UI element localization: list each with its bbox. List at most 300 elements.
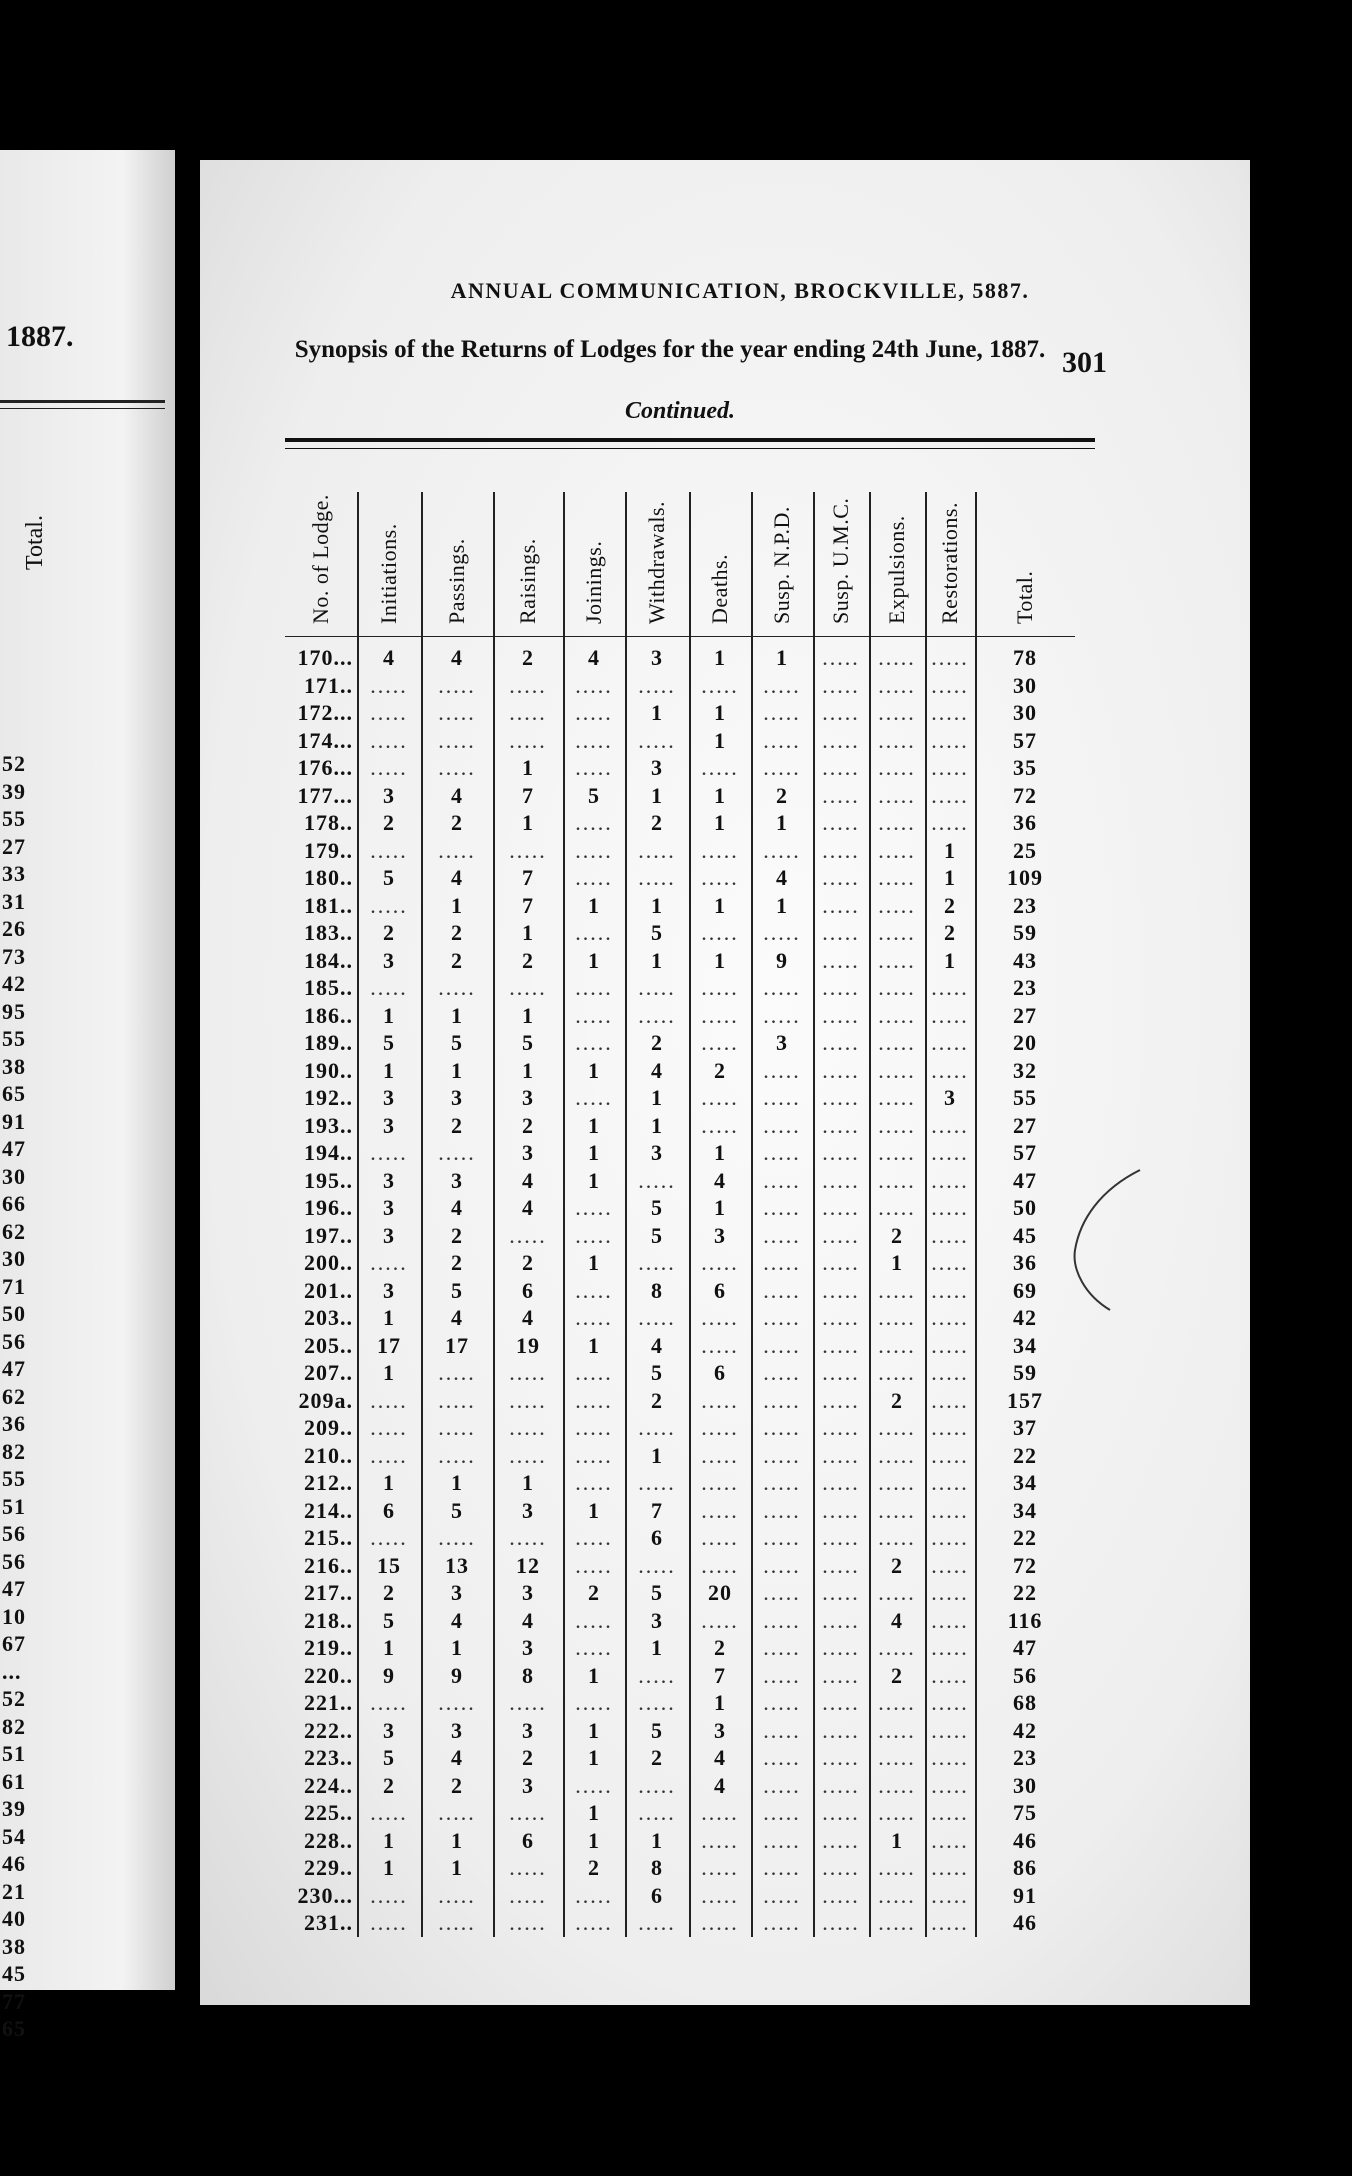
- table-cell: [493, 1414, 563, 1442]
- table-cell: 3: [776, 1030, 788, 1055]
- leader-dots: .....: [822, 892, 860, 918]
- table-cell: 6: [651, 1525, 663, 1550]
- lodge-number-cell: 220..: [304, 1662, 353, 1688]
- table-cell: 6: [714, 1277, 726, 1303]
- table-cell: [625, 1689, 689, 1717]
- table-cell: [751, 1112, 813, 1140]
- table-cell: 2: [776, 782, 788, 808]
- leader-dots: .....: [931, 1910, 969, 1935]
- leader-dots: .....: [763, 1305, 801, 1330]
- leader-dots: .....: [763, 1800, 801, 1825]
- column-header: [813, 452, 869, 632]
- table-cell: [925, 1414, 975, 1442]
- table-cell: [813, 1167, 869, 1195]
- leader-dots: .....: [701, 755, 739, 780]
- table-cell: 3: [651, 755, 663, 780]
- lodge-number-cell: 212..: [304, 1470, 353, 1495]
- table-cell: [689, 1854, 751, 1882]
- table-cell: 2: [451, 1772, 463, 1798]
- previous-total-cell: 56: [2, 1328, 26, 1354]
- table-cell: [925, 1579, 975, 1607]
- table-cell: [813, 1029, 869, 1057]
- table-cell: 37: [1013, 1415, 1037, 1440]
- table-cell: 1: [714, 645, 726, 670]
- table-cell: 9: [451, 1662, 463, 1688]
- table-cell: [493, 699, 563, 727]
- leader-dots: .....: [370, 1415, 408, 1440]
- lodge-number-cell: 230...: [297, 1882, 353, 1908]
- table-cell: [689, 1414, 751, 1442]
- table-cell: 2: [383, 920, 395, 945]
- leader-dots: .....: [931, 1332, 969, 1358]
- leader-dots: .....: [763, 672, 801, 698]
- leader-dots: .....: [509, 975, 547, 1000]
- table-cell: [493, 1524, 563, 1552]
- leader-dots: .....: [878, 1690, 916, 1715]
- leader-dots: .....: [575, 837, 613, 863]
- table-cell: [751, 672, 813, 700]
- leader-dots: .....: [878, 892, 916, 918]
- table-cell: 1: [522, 1470, 534, 1495]
- column-susp-umc: [813, 452, 869, 1992]
- table-cell: 4: [383, 645, 395, 670]
- table-cell: [751, 1744, 813, 1772]
- leader-dots: .....: [638, 1415, 676, 1440]
- table-cell: 1: [383, 1635, 395, 1660]
- table-cell: [357, 727, 421, 755]
- lodge-number-cell: 186..: [304, 1002, 353, 1028]
- table-cell: 1: [451, 1635, 463, 1660]
- lodge-number-cell: 178..: [304, 810, 353, 835]
- leader-dots: .....: [763, 1525, 801, 1550]
- table-cell: [751, 1717, 813, 1745]
- leader-dots: .....: [763, 1717, 801, 1743]
- table-cell: 3: [714, 1717, 726, 1743]
- column-restorations: [925, 452, 975, 1992]
- table-cell: [493, 727, 563, 755]
- lodge-number-cell: 171..: [304, 672, 353, 698]
- lodge-number-cell: 193..: [304, 1112, 353, 1138]
- table-cell: [421, 1909, 493, 1937]
- table-cell: 1: [714, 782, 726, 808]
- table-cell: [563, 974, 625, 1002]
- table-cell: 30: [1013, 672, 1037, 698]
- table-cell: [563, 1029, 625, 1057]
- table-cell: [625, 974, 689, 1002]
- previous-page-year: 1887.: [6, 320, 74, 353]
- table-cell: [421, 1387, 493, 1415]
- table-cell: 1: [588, 1332, 600, 1358]
- leader-dots: .....: [509, 727, 547, 753]
- table-cell: [357, 1524, 421, 1552]
- table-cell: 3: [383, 1167, 395, 1193]
- table-cell: 1: [522, 810, 534, 835]
- leader-dots: .....: [822, 782, 860, 808]
- leader-dots: .....: [878, 700, 916, 725]
- previous-total-cell: 38: [2, 1053, 26, 1079]
- leader-dots: .....: [575, 1882, 613, 1908]
- lodge-number-cell: 181..: [304, 892, 353, 918]
- table-cell: 4: [451, 782, 463, 808]
- table-cell: 2: [383, 1580, 395, 1605]
- column-header-label: Passings.: [444, 538, 469, 624]
- table-top-rule-thin: [285, 448, 1095, 449]
- leader-dots: .....: [931, 1277, 969, 1303]
- table-cell: [421, 1799, 493, 1827]
- previous-total-cell: 46: [2, 1851, 26, 1876]
- leader-dots: .....: [931, 755, 969, 780]
- leader-dots: .....: [822, 1277, 860, 1303]
- leader-dots: .....: [878, 1910, 916, 1935]
- table-cell: [563, 1222, 625, 1250]
- table-cell: [813, 1827, 869, 1855]
- leader-dots: .....: [878, 1167, 916, 1193]
- table-cell: [813, 1662, 869, 1690]
- table-cell: 1: [383, 1470, 395, 1495]
- column-header-label: Expulsions.: [884, 515, 909, 624]
- leader-dots: .....: [931, 810, 969, 835]
- table-cell: [563, 919, 625, 947]
- table-cell: [813, 892, 869, 920]
- leader-dots: .....: [701, 975, 739, 1000]
- table-cell: [357, 754, 421, 782]
- table-cell: 91: [1013, 1882, 1037, 1908]
- table-cell: [925, 1442, 975, 1470]
- table-cell: [751, 1827, 813, 1855]
- table-cell: [925, 1304, 975, 1332]
- lodge-number-cell: 196..: [304, 1195, 353, 1220]
- lodge-number-cell: 172...: [297, 700, 353, 725]
- leader-dots: .....: [509, 1855, 547, 1880]
- leader-dots: .....: [509, 1387, 547, 1413]
- table-cell: [689, 1029, 751, 1057]
- table-cell: 1: [588, 1140, 600, 1165]
- table-cell: 1: [522, 1057, 534, 1083]
- leader-dots: .....: [575, 700, 613, 725]
- table-cell: [751, 1222, 813, 1250]
- leader-dots: .....: [701, 1525, 739, 1550]
- table-cell: 25: [1013, 837, 1037, 863]
- table-cell: [925, 974, 975, 1002]
- table-cell: [869, 672, 925, 700]
- table-cell: 36: [1013, 810, 1037, 835]
- leader-dots: .....: [575, 1085, 613, 1110]
- table-cell: 45: [1013, 1222, 1037, 1248]
- table-cell: [813, 1057, 869, 1085]
- table-cell: [813, 1689, 869, 1717]
- table-cell: [751, 1194, 813, 1222]
- table-cell: [925, 1194, 975, 1222]
- table-cell: 46: [1013, 1827, 1037, 1853]
- leader-dots: .....: [701, 1470, 739, 1495]
- leader-dots: .....: [822, 1827, 860, 1853]
- table-cell: 1: [651, 782, 663, 808]
- leader-dots: .....: [763, 1140, 801, 1165]
- leader-dots: .....: [822, 672, 860, 698]
- table-cell: [357, 699, 421, 727]
- table-cell: 46: [1013, 1910, 1037, 1935]
- previous-total-cell: 55: [2, 1026, 26, 1051]
- leader-dots: .....: [931, 1662, 969, 1688]
- table-cell: [357, 1442, 421, 1470]
- table-cell: [925, 1332, 975, 1360]
- leader-dots: .....: [878, 1717, 916, 1743]
- table-cell: [421, 754, 493, 782]
- table-cell: [813, 974, 869, 1002]
- lodge-number-cell: 180..: [304, 865, 353, 890]
- table-cell: 23: [1013, 1745, 1037, 1770]
- table-cell: [751, 754, 813, 782]
- table-cell: [689, 1332, 751, 1360]
- leader-dots: .....: [638, 1305, 676, 1330]
- table-cell: 8: [522, 1662, 534, 1688]
- table-cell: [563, 1002, 625, 1030]
- leader-dots: .....: [763, 1552, 801, 1578]
- leader-dots: .....: [822, 645, 860, 670]
- table-cell: 2: [651, 1387, 663, 1413]
- previous-total-cell: 45: [2, 1961, 26, 1986]
- lodge-number-cell: 189..: [304, 1030, 353, 1055]
- table-cell: [813, 1442, 869, 1470]
- table-cell: [563, 1414, 625, 1442]
- leader-dots: .....: [878, 810, 916, 835]
- lodge-number-cell: 203..: [304, 1305, 353, 1330]
- leader-dots: .....: [575, 1030, 613, 1055]
- column-header-label: No. of Lodge.: [308, 494, 333, 624]
- leader-dots: .....: [822, 1717, 860, 1743]
- previous-total-cell: 47: [2, 1136, 26, 1161]
- table-cell: [751, 1772, 813, 1800]
- table-cell: [751, 837, 813, 865]
- table-cell: [813, 809, 869, 837]
- table-cell: [751, 1607, 813, 1635]
- leader-dots: .....: [931, 727, 969, 753]
- previous-page-total-header: Total.: [22, 515, 48, 570]
- leader-dots: .....: [509, 1415, 547, 1440]
- leader-dots: .....: [763, 1442, 801, 1468]
- table-cell: 1: [944, 865, 956, 890]
- leader-dots: .....: [763, 1470, 801, 1495]
- leader-dots: .....: [763, 1250, 801, 1275]
- table-cell: 3: [944, 1085, 956, 1110]
- table-cell: 4: [714, 1772, 726, 1798]
- table-cell: 4: [588, 645, 600, 670]
- table-cell: [925, 1552, 975, 1580]
- table-cell: 4: [891, 1607, 903, 1633]
- leader-dots: .....: [763, 1635, 801, 1660]
- previous-total-cell: 77: [2, 1988, 26, 2014]
- leader-dots: .....: [931, 1222, 969, 1248]
- table-cell: 1: [451, 1855, 463, 1880]
- leader-dots: .....: [763, 1607, 801, 1633]
- table-cell: [869, 1139, 925, 1167]
- table-cell: [421, 699, 493, 727]
- table-cell: 47: [1013, 1167, 1037, 1193]
- leader-dots: .....: [931, 1305, 969, 1330]
- previous-total-cell: 55: [2, 1466, 26, 1491]
- leader-dots: .....: [763, 1277, 801, 1303]
- table-cell: [751, 974, 813, 1002]
- table-cell: [689, 1112, 751, 1140]
- table-cell: [925, 1139, 975, 1167]
- table-cell: [925, 1772, 975, 1800]
- table-cell: 2: [651, 1030, 663, 1055]
- table-cell: 2: [944, 892, 956, 918]
- table-cell: [563, 809, 625, 837]
- table-cell: 1: [451, 1470, 463, 1495]
- previous-total-cell: 10: [2, 1603, 26, 1629]
- leader-dots: .....: [575, 1552, 613, 1578]
- table-cell: [813, 1139, 869, 1167]
- table-cell: 3: [383, 1085, 395, 1110]
- leader-dots: .....: [638, 1690, 676, 1715]
- table-cell: 27: [1013, 1112, 1037, 1138]
- column-header: [625, 452, 689, 632]
- leader-dots: .....: [878, 1772, 916, 1798]
- column-lodge: [285, 452, 357, 1992]
- previous-total-cell: 61: [2, 1768, 26, 1794]
- table-cell: 9: [383, 1662, 395, 1688]
- table-cell: 35: [1013, 755, 1037, 780]
- table-cell: 7: [651, 1497, 663, 1523]
- leader-dots: .....: [370, 1910, 408, 1935]
- table-cell: [751, 1469, 813, 1497]
- table-cell: 75: [1013, 1800, 1037, 1825]
- leader-dots: .....: [822, 1442, 860, 1468]
- leader-dots: .....: [822, 1580, 860, 1605]
- table-cell: [813, 727, 869, 755]
- leader-dots: .....: [822, 1745, 860, 1770]
- table-cell: [689, 1607, 751, 1635]
- table-cell: [493, 1909, 563, 1937]
- table-cell: 3: [383, 947, 395, 973]
- table-cell: [563, 1304, 625, 1332]
- table-cell: [813, 754, 869, 782]
- leader-dots: .....: [763, 1580, 801, 1605]
- leader-dots: .....: [931, 672, 969, 698]
- table-cell: [869, 1744, 925, 1772]
- table-cell: 8: [651, 1855, 663, 1880]
- lodge-number-cell: 219..: [304, 1635, 353, 1660]
- table-cell: 3: [451, 1085, 463, 1110]
- table-cell: 1: [714, 947, 726, 973]
- leader-dots: .....: [822, 1497, 860, 1523]
- leader-dots: .....: [763, 1387, 801, 1413]
- table-cell: [357, 1689, 421, 1717]
- leader-dots: .....: [931, 1057, 969, 1083]
- leader-dots: .....: [438, 1800, 476, 1825]
- table-cell: [421, 1689, 493, 1717]
- previous-total-cell: 55: [2, 806, 26, 831]
- table-cell: [689, 1304, 751, 1332]
- table-cell: [751, 1442, 813, 1470]
- table-cell: 4: [714, 1745, 726, 1770]
- leader-dots: .....: [931, 1690, 969, 1715]
- table-cell: 5: [522, 1030, 534, 1055]
- table-cell: [689, 1799, 751, 1827]
- table-cell: [689, 1909, 751, 1937]
- table-cell: [689, 837, 751, 865]
- table-cell: 15: [377, 1552, 401, 1578]
- previous-total-cell: 71: [2, 1273, 26, 1299]
- previous-total-cell: 62: [2, 1218, 26, 1244]
- table-cell: 7: [522, 782, 534, 808]
- table-cell: 5: [651, 1580, 663, 1605]
- table-cell: [689, 864, 751, 892]
- table-cell: [625, 864, 689, 892]
- table-cell: 1: [588, 1167, 600, 1193]
- table-cell: [925, 1854, 975, 1882]
- table-cell: 1: [891, 1827, 903, 1853]
- leader-dots: .....: [822, 975, 860, 1000]
- table-cell: 2: [714, 1057, 726, 1083]
- table-cell: [357, 837, 421, 865]
- table-cell: 22: [1013, 1525, 1037, 1550]
- table-cell: 43: [1013, 947, 1037, 973]
- leader-dots: .....: [763, 1222, 801, 1248]
- leader-dots: .....: [575, 1690, 613, 1715]
- leader-dots: .....: [638, 1772, 676, 1798]
- previous-page-totals-column: [2, 750, 62, 2043]
- table-cell: 56: [1013, 1662, 1037, 1688]
- table-cell: [813, 1634, 869, 1662]
- leader-dots: .....: [931, 1882, 969, 1908]
- column-header-label: Withdrawals.: [644, 500, 669, 624]
- table-cell: [925, 1689, 975, 1717]
- table-cell: 1: [383, 1827, 395, 1853]
- table-cell: 2: [891, 1222, 903, 1248]
- table-cell: [925, 1717, 975, 1745]
- table-cell: 2: [891, 1662, 903, 1688]
- table-cell: [925, 1112, 975, 1140]
- table-cell: [813, 1194, 869, 1222]
- leader-dots: .....: [370, 1250, 408, 1275]
- leader-dots: .....: [822, 1140, 860, 1165]
- leader-dots: .....: [370, 1800, 408, 1825]
- table-cell: 3: [451, 1717, 463, 1743]
- table-cell: 57: [1013, 727, 1037, 753]
- table-cell: 5: [651, 1195, 663, 1220]
- table-cell: 1: [651, 1635, 663, 1660]
- table-cell: [751, 1359, 813, 1387]
- leader-dots: .....: [438, 727, 476, 753]
- leader-dots: .....: [701, 1882, 739, 1908]
- leader-dots: .....: [509, 1222, 547, 1248]
- leader-dots: .....: [878, 1580, 916, 1605]
- table-cell: 3: [651, 645, 663, 670]
- table-cell: 2: [651, 1745, 663, 1770]
- table-cell: [813, 1552, 869, 1580]
- table-cell: [869, 1277, 925, 1305]
- table-cell: [563, 1387, 625, 1415]
- leader-dots: .....: [701, 1827, 739, 1853]
- leader-dots: .....: [822, 1195, 860, 1220]
- table-cell: 2: [383, 1772, 395, 1798]
- table-cell: [563, 727, 625, 755]
- table-cell: 34: [1013, 1332, 1037, 1358]
- table-cell: 27: [1013, 1002, 1037, 1028]
- leader-dots: .....: [638, 1250, 676, 1275]
- leader-dots: .....: [763, 975, 801, 1000]
- leader-dots: .....: [370, 837, 408, 863]
- table-cell: [813, 1772, 869, 1800]
- table-cell: 1: [588, 1800, 600, 1825]
- leader-dots: .....: [822, 700, 860, 725]
- table-cell: [563, 1634, 625, 1662]
- table-cell: [813, 919, 869, 947]
- table-cell: 22: [1013, 1580, 1037, 1605]
- table-cell: [625, 1469, 689, 1497]
